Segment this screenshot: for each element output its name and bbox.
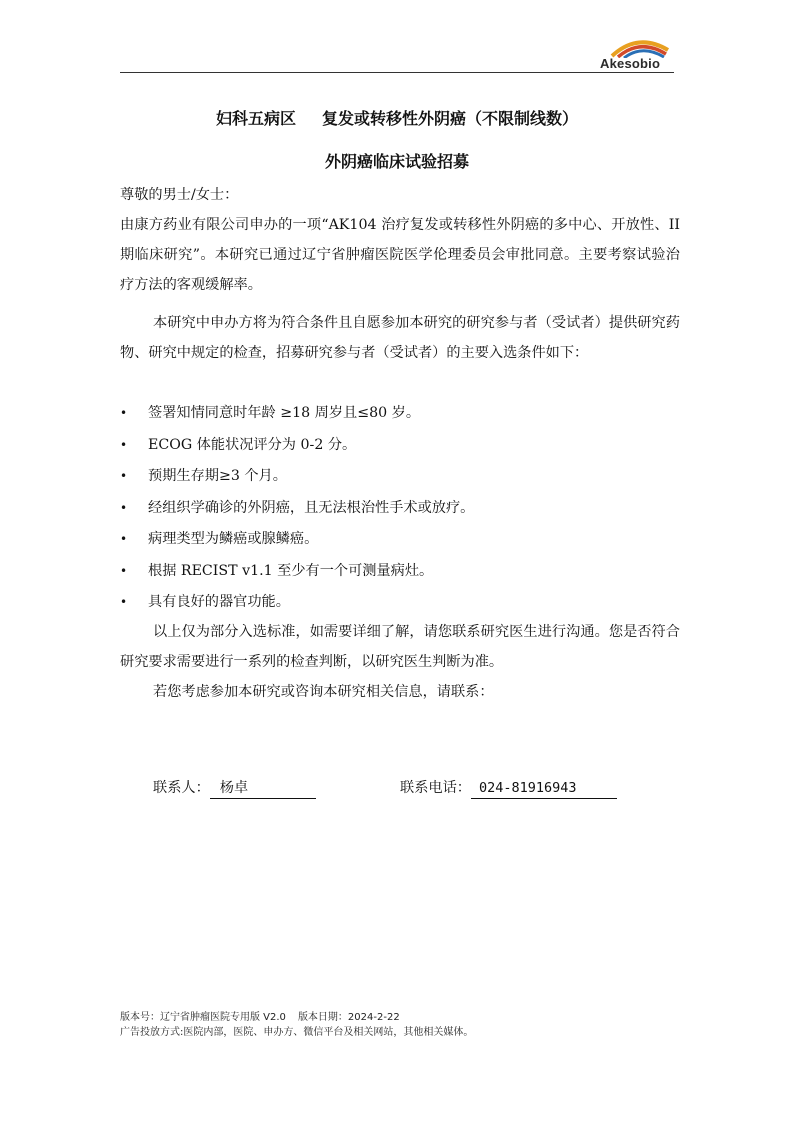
company-logo — [600, 36, 680, 74]
criteria-item: • ECOG 体能状况评分为 0-2 分。 — [120, 430, 680, 462]
contact-phone — [400, 776, 617, 800]
ward-name: 妇科五病区 — [215, 109, 296, 128]
contact-person — [153, 776, 316, 800]
bullet-icon: • — [120, 532, 128, 546]
criteria-item: • 病理类型为鳞癌或腺鳞癌。 — [120, 524, 680, 556]
greeting: 尊敬的男士/女士： — [120, 187, 239, 203]
bullet-icon: • — [120, 406, 128, 420]
footer — [120, 1010, 680, 1040]
bullet-icon: • — [120, 595, 128, 609]
logo-arc-icon — [608, 36, 672, 58]
header-divider — [120, 72, 674, 73]
bullet-icon: • — [120, 500, 128, 515]
contact-person-value: 杨卓 — [210, 778, 316, 799]
sponsor-paragraph: 本研究中申办方将为符合条件且自愿参加本研究的研究参与者（受试者）提供研究药物、研究中规定的检查，招募研究参与者（受试者）的主要入选条件如下： — [120, 315, 680, 361]
page-subtitle: 外阴癌临床试验招募 — [324, 152, 469, 171]
criteria-item: • 根据 RECIST v1.1 至少有一个可测量病灶。 — [120, 556, 680, 588]
version-date: 版本日期：2024-2-22 — [297, 1012, 400, 1023]
criteria-item: • 具有良好的器官功能。 — [120, 587, 680, 619]
criteria-item: • 预期生存期≥3 个月。 — [120, 461, 680, 493]
criteria-item: • 签署知情同意时年龄 ≥18 周岁且≤80 岁。 — [120, 398, 680, 430]
contact-person-label: 联系人： — [153, 780, 210, 796]
intro-paragraph: 由康方药业有限公司申办的一项“AK104 治疗复发或转移性外阴癌的多中心、开放性、II 期临床研究”。本研究已通过辽宁省肿瘤医院医学伦理委员会审批同意。主要考察试验治疗方法的客观缓解率。 — [120, 217, 680, 293]
bullet-icon: • — [120, 437, 128, 452]
criteria-item: • 经组织学确诊的外阴癌，且无法根治性手术或放疗。 — [120, 493, 680, 525]
contact-phone-label: 联系电话： — [400, 780, 471, 796]
page-title — [120, 106, 674, 129]
logo-text: Akesobio — [600, 56, 661, 71]
footer-version-line — [120, 1010, 680, 1025]
bullet-icon: • — [120, 563, 128, 578]
contact-phone-value[interactable]: 024-81916943 — [471, 778, 617, 799]
condition-title: 复发或转移性外阴癌（不限制线数） — [322, 109, 579, 128]
contact-prompt: 若您考虑参加本研究或咨询本研究相关信息，请联系： — [153, 684, 494, 700]
bullet-icon: • — [120, 469, 128, 483]
ad-channels: 广告投放方式:医院内部，医院、申办方、微信平台及相关网站，其他相关媒体。 — [120, 1027, 474, 1038]
version-number: 版本号：辽宁省肿瘤医院专用版 V2.0 — [120, 1012, 286, 1023]
note-paragraph: 以上仅为部分入选标准，如需要详细了解，请您联系研究医生进行沟通。您是否符合研究要求需要进行一系列的检查判断，以研究医生判断为准。 — [120, 624, 680, 670]
criteria-list — [120, 398, 680, 619]
